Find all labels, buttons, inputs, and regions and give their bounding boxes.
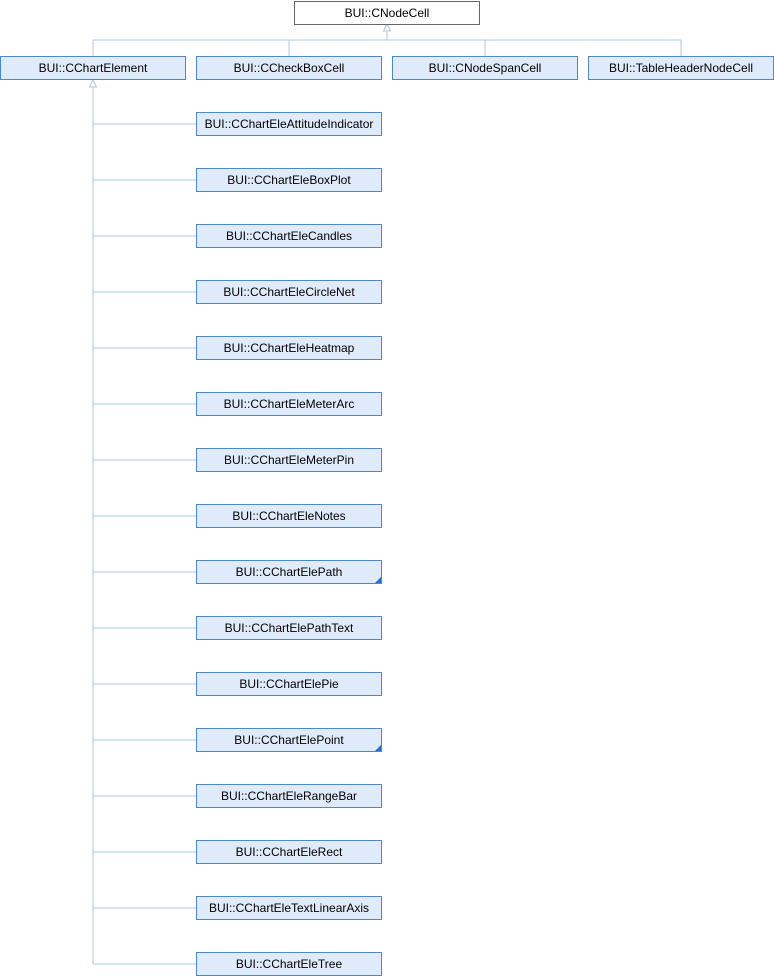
class-node-cchart-element[interactable] bbox=[0, 56, 186, 80]
class-node-label: BUI::CChartEleTree bbox=[235, 957, 343, 971]
class-node-cchart-ele-tree[interactable] bbox=[196, 952, 382, 976]
class-node-cchart-ele-path-text[interactable] bbox=[196, 616, 382, 640]
class-node-label: BUI::CChartEleCandles bbox=[225, 229, 353, 243]
class-node-label: BUI::CChartElePoint bbox=[234, 733, 344, 747]
class-node-cchart-ele-range-bar[interactable] bbox=[196, 784, 382, 808]
class-node-cchart-ele-point[interactable] bbox=[196, 728, 382, 752]
class-node-ccheck-box-cell[interactable] bbox=[196, 56, 382, 80]
class-node-label: BUI::CChartEleBoxPlot bbox=[227, 173, 351, 187]
class-node-label: BUI::CChartEleRect bbox=[235, 845, 343, 859]
more-subclasses-marker-icon bbox=[375, 577, 381, 583]
class-node-cchart-ele-pie[interactable] bbox=[196, 672, 382, 696]
class-node-cchart-ele-heatmap[interactable] bbox=[196, 336, 382, 360]
class-node-label: BUI::CNodeCell bbox=[344, 6, 430, 20]
inheritance-arrow-icon bbox=[384, 24, 391, 31]
class-node-label: BUI::CChartEleRangeBar bbox=[220, 789, 358, 803]
class-node-label: BUI::CChartEleMeterPin bbox=[223, 453, 355, 467]
class-node-label: BUI::CCheckBoxCell bbox=[233, 61, 345, 75]
class-node-label: BUI::CChartEleMeterArc bbox=[223, 397, 355, 411]
class-node-label: BUI::CChartEleCircleNet bbox=[223, 285, 355, 299]
inheritance-arrow-icon bbox=[90, 80, 97, 87]
class-node-cchart-ele-text-linear-axis[interactable] bbox=[196, 896, 382, 920]
class-node-cchart-ele-meter-pin[interactable] bbox=[196, 448, 382, 472]
class-node-cchart-ele-attitude-indicator[interactable] bbox=[196, 112, 382, 136]
class-node-cchart-ele-notes[interactable] bbox=[196, 504, 382, 528]
class-node-cchart-ele-path[interactable] bbox=[196, 560, 382, 584]
class-node-label: BUI::CChartElePie bbox=[239, 677, 339, 691]
class-node-label: BUI::CChartElePathText bbox=[224, 621, 354, 635]
class-node-cchart-ele-circle-net[interactable] bbox=[196, 280, 382, 304]
class-node-table-header-node-cell[interactable] bbox=[588, 56, 774, 80]
class-node-label: BUI::CChartEleNotes bbox=[232, 509, 346, 523]
class-node-cnode-cell[interactable] bbox=[294, 1, 480, 25]
class-node-cnode-span-cell[interactable] bbox=[392, 56, 578, 80]
class-node-cchart-ele-rect[interactable] bbox=[196, 840, 382, 864]
class-node-cchart-ele-meter-arc[interactable] bbox=[196, 392, 382, 416]
class-node-label: BUI::CChartElement bbox=[38, 61, 148, 75]
class-node-cchart-ele-box-plot[interactable] bbox=[196, 168, 382, 192]
class-node-label: BUI::CChartEleTextLinearAxis bbox=[208, 901, 370, 915]
class-node-label: BUI::CChartEleAttitudeIndicator bbox=[204, 117, 374, 131]
class-node-label: BUI::TableHeaderNodeCell bbox=[608, 61, 754, 75]
class-node-cchart-ele-candles[interactable] bbox=[196, 224, 382, 248]
class-node-label: BUI::CNodeSpanCell bbox=[428, 61, 542, 75]
class-node-label: BUI::CChartEleHeatmap bbox=[223, 341, 355, 355]
more-subclasses-marker-icon bbox=[375, 745, 381, 751]
class-node-label: BUI::CChartElePath bbox=[235, 565, 343, 579]
